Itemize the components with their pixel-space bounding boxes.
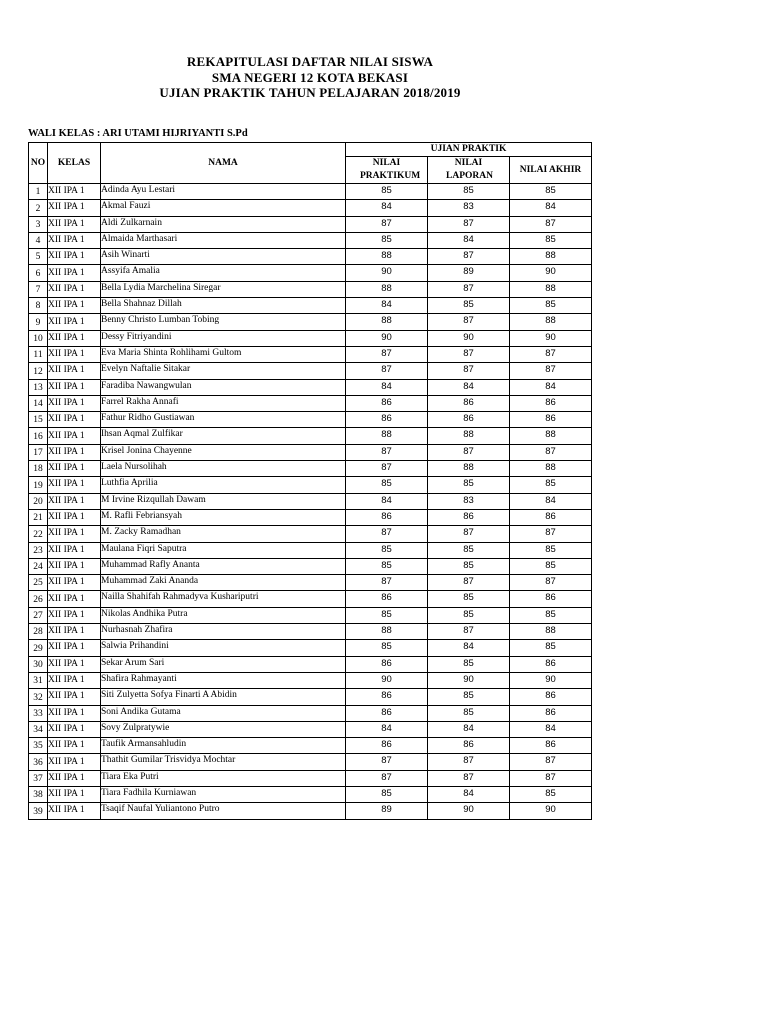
row-nilai-akhir: 86 (510, 705, 592, 721)
table-row (29, 770, 592, 786)
row-no: 14 (29, 395, 48, 411)
row-no: 1 (29, 184, 48, 200)
row-nama: Adinda Ayu Lestari (101, 184, 346, 200)
table-row (29, 330, 592, 346)
table-row (29, 558, 592, 574)
table-row (29, 754, 592, 770)
row-no: 22 (29, 526, 48, 542)
row-nilai-laporan: 87 (428, 216, 510, 232)
row-nilai-akhir: 86 (510, 395, 592, 411)
row-no: 13 (29, 379, 48, 395)
row-kelas: XII IPA 1 (48, 444, 101, 460)
row-no: 18 (29, 461, 48, 477)
row-nilai-praktikum: 87 (346, 216, 428, 232)
row-nilai-akhir: 87 (510, 444, 592, 460)
row-kelas: XII IPA 1 (48, 412, 101, 428)
header-nilai-praktikum: NILAI PRAKTIKUM (346, 157, 428, 184)
table-row (29, 689, 592, 705)
row-nama: Farrel Rakha Annafi (101, 395, 346, 411)
row-nilai-praktikum: 85 (346, 477, 428, 493)
row-no: 25 (29, 575, 48, 591)
row-kelas: XII IPA 1 (48, 770, 101, 786)
row-no: 21 (29, 509, 48, 525)
header-kelas: KELAS (48, 143, 101, 184)
row-nilai-laporan: 87 (428, 281, 510, 297)
row-nilai-praktikum: 84 (346, 379, 428, 395)
row-nilai-praktikum: 87 (346, 754, 428, 770)
row-nilai-akhir: 84 (510, 493, 592, 509)
row-nilai-akhir: 90 (510, 672, 592, 688)
row-no: 4 (29, 232, 48, 248)
row-nilai-akhir: 87 (510, 754, 592, 770)
table-row (29, 200, 592, 216)
row-nilai-praktikum: 87 (346, 444, 428, 460)
row-no: 33 (29, 705, 48, 721)
row-nilai-laporan: 83 (428, 493, 510, 509)
row-nilai-akhir: 88 (510, 428, 592, 444)
row-nilai-praktikum: 87 (346, 461, 428, 477)
table-row (29, 591, 592, 607)
row-nilai-akhir: 84 (510, 721, 592, 737)
table-row (29, 786, 592, 802)
row-nilai-akhir: 87 (510, 575, 592, 591)
row-no: 9 (29, 314, 48, 330)
row-no: 7 (29, 281, 48, 297)
row-nama: Fathur Ridho Gustiawan (101, 412, 346, 428)
row-nama: Thathit Gumilar Trisvidya Mochtar (101, 754, 346, 770)
row-kelas: XII IPA 1 (48, 640, 101, 656)
row-kelas: XII IPA 1 (48, 754, 101, 770)
row-nama: Sovy Zulpratywie (101, 721, 346, 737)
row-kelas: XII IPA 1 (48, 738, 101, 754)
table-row (29, 575, 592, 591)
row-nama: Soni Andika Gutama (101, 705, 346, 721)
row-nilai-laporan: 85 (428, 558, 510, 574)
row-nilai-laporan: 90 (428, 330, 510, 346)
row-nilai-praktikum: 86 (346, 705, 428, 721)
row-kelas: XII IPA 1 (48, 493, 101, 509)
row-nilai-praktikum: 88 (346, 249, 428, 265)
row-nilai-laporan: 87 (428, 770, 510, 786)
row-nama: Muhammad Zaki Ananda (101, 575, 346, 591)
header-no: NO (29, 143, 48, 184)
row-nilai-laporan: 90 (428, 672, 510, 688)
header-nilai-laporan: NILAI LAPORAN (428, 157, 510, 184)
row-nama: Dessy Fitriyandini (101, 330, 346, 346)
row-nilai-praktikum: 85 (346, 542, 428, 558)
table-row (29, 232, 592, 248)
row-nilai-praktikum: 86 (346, 412, 428, 428)
row-no: 31 (29, 672, 48, 688)
row-no: 15 (29, 412, 48, 428)
row-no: 38 (29, 786, 48, 802)
table-row (29, 461, 592, 477)
row-nilai-praktikum: 87 (346, 575, 428, 591)
table-row (29, 346, 592, 362)
row-nilai-akhir: 85 (510, 542, 592, 558)
row-nama: M Irvine Rizqullah Dawam (101, 493, 346, 509)
table-row (29, 656, 592, 672)
row-nilai-laporan: 87 (428, 575, 510, 591)
row-nama: Siti Zulyetta Sofya Finarti A Abidin (101, 689, 346, 705)
row-nilai-laporan: 85 (428, 542, 510, 558)
table-row (29, 395, 592, 411)
row-kelas: XII IPA 1 (48, 184, 101, 200)
row-nilai-akhir: 86 (510, 591, 592, 607)
row-nilai-laporan: 87 (428, 346, 510, 362)
table-row (29, 444, 592, 460)
row-nilai-praktikum: 87 (346, 770, 428, 786)
table-row (29, 705, 592, 721)
row-nilai-praktikum: 86 (346, 656, 428, 672)
row-nama: Benny Christo Lumban Tobing (101, 314, 346, 330)
row-nilai-laporan: 87 (428, 754, 510, 770)
row-no: 30 (29, 656, 48, 672)
table-row (29, 738, 592, 754)
row-nilai-laporan: 84 (428, 786, 510, 802)
row-nilai-akhir: 90 (510, 803, 592, 819)
row-nilai-praktikum: 84 (346, 721, 428, 737)
row-nilai-akhir: 85 (510, 232, 592, 248)
row-nilai-laporan: 86 (428, 412, 510, 428)
row-nilai-praktikum: 84 (346, 200, 428, 216)
row-kelas: XII IPA 1 (48, 363, 101, 379)
row-nilai-laporan: 85 (428, 591, 510, 607)
row-nama: Bella Lydia Marchelina Siregar (101, 281, 346, 297)
row-nama: Luthfia Aprilia (101, 477, 346, 493)
table-row (29, 672, 592, 688)
row-nilai-akhir: 86 (510, 412, 592, 428)
document-header (0, 54, 620, 101)
row-nilai-praktikum: 88 (346, 428, 428, 444)
table-row (29, 542, 592, 558)
row-nilai-praktikum: 85 (346, 232, 428, 248)
row-nama: Nailla Shahifah Rahmadyva Kushariputri (101, 591, 346, 607)
row-nilai-akhir: 85 (510, 298, 592, 314)
row-nilai-akhir: 88 (510, 281, 592, 297)
table-row (29, 298, 592, 314)
row-nama: Krisel Jonina Chayenne (101, 444, 346, 460)
row-no: 3 (29, 216, 48, 232)
row-nilai-laporan: 84 (428, 379, 510, 395)
row-nilai-praktikum: 86 (346, 509, 428, 525)
row-nilai-akhir: 85 (510, 607, 592, 623)
row-nilai-praktikum: 84 (346, 298, 428, 314)
row-nama: Asih Winarti (101, 249, 346, 265)
row-nilai-praktikum: 86 (346, 689, 428, 705)
row-nilai-laporan: 85 (428, 477, 510, 493)
row-nama: Salwia Prihandini (101, 640, 346, 656)
row-nama: Shafira Rahmayanti (101, 672, 346, 688)
row-kelas: XII IPA 1 (48, 346, 101, 362)
row-nilai-akhir: 87 (510, 526, 592, 542)
row-nilai-laporan: 85 (428, 184, 510, 200)
row-nama: Tiara Eka Putri (101, 770, 346, 786)
row-nilai-praktikum: 88 (346, 624, 428, 640)
row-nilai-praktikum: 85 (346, 786, 428, 802)
row-kelas: XII IPA 1 (48, 314, 101, 330)
row-nilai-akhir: 87 (510, 770, 592, 786)
table-row (29, 721, 592, 737)
header-nama: NAMA (101, 143, 346, 184)
row-nama: Tsaqif Naufal Yuliantono Putro (101, 803, 346, 819)
row-nilai-akhir: 85 (510, 640, 592, 656)
row-kelas: XII IPA 1 (48, 705, 101, 721)
row-kelas: XII IPA 1 (48, 249, 101, 265)
row-no: 36 (29, 754, 48, 770)
row-kelas: XII IPA 1 (48, 232, 101, 248)
row-nilai-akhir: 86 (510, 509, 592, 525)
table-row (29, 363, 592, 379)
header-nilai-akhir: NILAI AKHIR (510, 157, 592, 184)
row-nilai-akhir: 88 (510, 461, 592, 477)
row-nilai-laporan: 84 (428, 640, 510, 656)
row-nilai-akhir: 87 (510, 363, 592, 379)
row-nilai-laporan: 83 (428, 200, 510, 216)
table-row (29, 624, 592, 640)
row-no: 35 (29, 738, 48, 754)
row-nilai-praktikum: 90 (346, 265, 428, 281)
row-nilai-akhir: 84 (510, 379, 592, 395)
row-kelas: XII IPA 1 (48, 395, 101, 411)
row-kelas: XII IPA 1 (48, 803, 101, 819)
row-no: 11 (29, 346, 48, 362)
title-line-3: UJIAN PRAKTIK TAHUN PELAJARAN 2018/2019 (159, 85, 461, 100)
row-nilai-laporan: 87 (428, 444, 510, 460)
row-nama: Muhammad Rafly Ananta (101, 558, 346, 574)
row-no: 2 (29, 200, 48, 216)
row-nilai-praktikum: 88 (346, 314, 428, 330)
row-nilai-laporan: 88 (428, 461, 510, 477)
row-nilai-praktikum: 89 (346, 803, 428, 819)
table-row (29, 607, 592, 623)
row-nilai-akhir: 86 (510, 738, 592, 754)
row-nilai-laporan: 84 (428, 232, 510, 248)
table-row (29, 184, 592, 200)
row-kelas: XII IPA 1 (48, 672, 101, 688)
row-nama: Almaida Marthasari (101, 232, 346, 248)
title-line-2: SMA NEGERI 12 KOTA BEKASI (211, 69, 409, 85)
row-nama: M. Zacky Ramadhan (101, 526, 346, 542)
row-nilai-laporan: 85 (428, 656, 510, 672)
table-row (29, 428, 592, 444)
header-ujian-praktik: UJIAN PRAKTIK (346, 143, 592, 157)
row-nilai-praktikum: 86 (346, 591, 428, 607)
row-nilai-laporan: 90 (428, 803, 510, 819)
table-row (29, 412, 592, 428)
table-row (29, 265, 592, 281)
row-no: 37 (29, 770, 48, 786)
row-no: 26 (29, 591, 48, 607)
row-kelas: XII IPA 1 (48, 428, 101, 444)
table-row (29, 281, 592, 297)
row-no: 29 (29, 640, 48, 656)
row-no: 8 (29, 298, 48, 314)
row-nilai-akhir: 87 (510, 216, 592, 232)
row-nilai-akhir: 84 (510, 200, 592, 216)
row-nilai-laporan: 85 (428, 607, 510, 623)
row-nilai-laporan: 88 (428, 428, 510, 444)
row-nama: Assyifa Amalia (101, 265, 346, 281)
row-nilai-laporan: 85 (428, 298, 510, 314)
row-nama: Eva Maria Shinta Rohlihami Gultom (101, 346, 346, 362)
row-nama: Laela Nursolihah (101, 461, 346, 477)
table-row (29, 216, 592, 232)
row-nilai-laporan: 86 (428, 395, 510, 411)
table-row (29, 640, 592, 656)
row-kelas: XII IPA 1 (48, 591, 101, 607)
row-nilai-akhir: 86 (510, 656, 592, 672)
row-kelas: XII IPA 1 (48, 298, 101, 314)
row-nilai-praktikum: 86 (346, 395, 428, 411)
table-row (29, 803, 592, 819)
row-no: 16 (29, 428, 48, 444)
row-no: 10 (29, 330, 48, 346)
row-kelas: XII IPA 1 (48, 786, 101, 802)
row-kelas: XII IPA 1 (48, 624, 101, 640)
row-nilai-praktikum: 85 (346, 184, 428, 200)
row-kelas: XII IPA 1 (48, 509, 101, 525)
row-no: 23 (29, 542, 48, 558)
row-kelas: XII IPA 1 (48, 575, 101, 591)
row-no: 32 (29, 689, 48, 705)
row-nilai-akhir: 87 (510, 346, 592, 362)
row-kelas: XII IPA 1 (48, 330, 101, 346)
row-nilai-praktikum: 88 (346, 281, 428, 297)
row-nilai-praktikum: 86 (346, 738, 428, 754)
row-nilai-laporan: 89 (428, 265, 510, 281)
row-nama: Maulana Fiqri Saputra (101, 542, 346, 558)
row-kelas: XII IPA 1 (48, 721, 101, 737)
row-nama: Evelyn Naftalie Sitakar (101, 363, 346, 379)
row-nama: Akmal Fauzi (101, 200, 346, 216)
row-nilai-laporan: 85 (428, 705, 510, 721)
row-kelas: XII IPA 1 (48, 265, 101, 281)
row-nilai-praktikum: 85 (346, 607, 428, 623)
row-no: 20 (29, 493, 48, 509)
row-kelas: XII IPA 1 (48, 379, 101, 395)
row-nama: Nurhasnah Zhafira (101, 624, 346, 640)
row-kelas: XII IPA 1 (48, 200, 101, 216)
row-nilai-laporan: 86 (428, 509, 510, 525)
row-no: 12 (29, 363, 48, 379)
row-no: 6 (29, 265, 48, 281)
table-row (29, 493, 592, 509)
row-kelas: XII IPA 1 (48, 461, 101, 477)
row-no: 27 (29, 607, 48, 623)
table-row (29, 249, 592, 265)
row-nilai-akhir: 85 (510, 184, 592, 200)
row-no: 19 (29, 477, 48, 493)
row-nama: Sekar Arum Sari (101, 656, 346, 672)
row-nilai-laporan: 87 (428, 624, 510, 640)
row-nama: Aldi Zulkarnain (101, 216, 346, 232)
row-no: 17 (29, 444, 48, 460)
row-no: 28 (29, 624, 48, 640)
row-nilai-laporan: 87 (428, 363, 510, 379)
table-row (29, 477, 592, 493)
row-nama: Faradiba Nawangwulan (101, 379, 346, 395)
row-kelas: XII IPA 1 (48, 542, 101, 558)
row-nilai-akhir: 88 (510, 624, 592, 640)
table-row (29, 526, 592, 542)
row-nilai-akhir: 88 (510, 249, 592, 265)
row-no: 39 (29, 803, 48, 819)
row-nilai-praktikum: 87 (346, 363, 428, 379)
row-nilai-praktikum: 90 (346, 672, 428, 688)
row-kelas: XII IPA 1 (48, 216, 101, 232)
row-nilai-praktikum: 84 (346, 493, 428, 509)
title-line-1: REKAPITULASI DAFTAR NILAI SISWA (186, 54, 434, 69)
row-nilai-akhir: 85 (510, 477, 592, 493)
row-nama: M. Rafli Febriansyah (101, 509, 346, 525)
table-row (29, 379, 592, 395)
wali-kelas-label: WALI KELAS : ARI UTAMI HIJRIYANTI S.Pd (28, 128, 248, 139)
row-kelas: XII IPA 1 (48, 607, 101, 623)
row-nama: Tiara Fadhila Kurniawan (101, 786, 346, 802)
row-kelas: XII IPA 1 (48, 558, 101, 574)
row-nilai-praktikum: 85 (346, 558, 428, 574)
row-nilai-laporan: 87 (428, 526, 510, 542)
table-row (29, 314, 592, 330)
row-kelas: XII IPA 1 (48, 477, 101, 493)
row-kelas: XII IPA 1 (48, 526, 101, 542)
row-nilai-akhir: 88 (510, 314, 592, 330)
row-nama: Taufik Armansahludin (101, 738, 346, 754)
row-nama: Ihsan Aqmal Zulfikar (101, 428, 346, 444)
table-row (29, 509, 592, 525)
row-kelas: XII IPA 1 (48, 281, 101, 297)
row-kelas: XII IPA 1 (48, 689, 101, 705)
row-nilai-akhir: 86 (510, 689, 592, 705)
row-nama: Nikolas Andhika Putra (101, 607, 346, 623)
row-nilai-laporan: 87 (428, 314, 510, 330)
row-nilai-praktikum: 90 (346, 330, 428, 346)
row-nilai-akhir: 90 (510, 330, 592, 346)
row-nilai-laporan: 86 (428, 738, 510, 754)
row-nilai-laporan: 87 (428, 249, 510, 265)
grades-table (28, 142, 592, 820)
row-nilai-akhir: 85 (510, 786, 592, 802)
row-nama: Bella Shahnaz Dillah (101, 298, 346, 314)
row-no: 5 (29, 249, 48, 265)
row-nilai-akhir: 85 (510, 558, 592, 574)
table-body (29, 184, 592, 820)
row-no: 24 (29, 558, 48, 574)
row-nilai-praktikum: 87 (346, 526, 428, 542)
row-nilai-laporan: 84 (428, 721, 510, 737)
row-no: 34 (29, 721, 48, 737)
row-nilai-akhir: 90 (510, 265, 592, 281)
row-nilai-praktikum: 87 (346, 346, 428, 362)
row-kelas: XII IPA 1 (48, 656, 101, 672)
row-nilai-laporan: 85 (428, 689, 510, 705)
row-nilai-praktikum: 85 (346, 640, 428, 656)
